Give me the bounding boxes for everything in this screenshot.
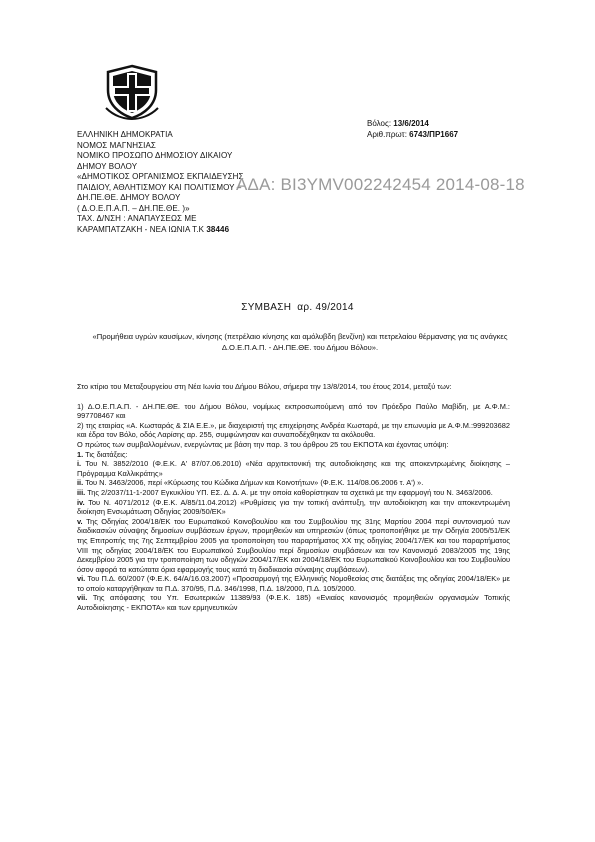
- issuer-line: ΠΑΙΔΙΟΥ, ΑΘΛΗΤΙΣΜΟΥ ΚΑΙ ΠΟΛΙΤΙΣΜΟΥ –: [77, 182, 242, 192]
- provision-text: Του Π.Δ. 60/2007 (Φ.Ε.Κ. 64/Α/16.03.2007) «Προσαρμογή της Ελληνικής Νομοθεσίας στις διατάξεις της οδηγίας 2004/18/ΕΚ» με το οποίο καταργήθηκαν τα Π.Δ. 370/95, Π.Δ. 346/1998, Π.Δ. 18/2000, Π.Δ. 105/2000.: [77, 574, 510, 593]
- issuer-line: ΝΟΜΟΣ ΜΑΓΝΗΣΙΑΣ: [77, 140, 156, 150]
- provision-number: i.: [77, 459, 82, 469]
- provision-text: Της Οδηγίας 2004/18/ΕΚ του Ευρωπαϊκού Κοινοβουλίου και του Συμβουλίου της 31ης Μαρτίου 2004 περί συντονισμού των διαδικασιών σύναψης δημοσίων συμβάσεων έργων, προμηθειών και υπηρεσιών (όπως τροποποιήθηκε με την Οδηγία 2005/51/ΕΚ της Επιτροπής της 7ης Σεπτεμβρίου 2005 για τροποποίηση του παραρτήματος ΧΧ της οδηγίας 2004/17/ΕΚ και του παραρτήματος VIII της οδηγίας 2004/18/ΕΚ του Ευρωπαϊκού Συμβουλίου περί δημοσίων συμβάσεων και τον Κανονισμό 2083/2005 της 19ης Δεκεμβρίου 2005 για την τροποποίηση των οδηγιών 2004/17/ΕΚ και 2004/18/ΕΚ του Ευρωπαϊκού Κοινοβουλίου και του Συμβουλίου όσον αφορά τα κατώτατα όρια εφαρμογής τους κατά τη διαδικασία σύναψης συμβάσεων).: [77, 516, 510, 574]
- agreement-paragraph: Ο πρώτος των συμβαλλομένων, ενεργώντας με βάση την παρ. 3 του άρθρου 25 του ΕΚΠΟΤΑ και έχοντας υπόψη:: [77, 439, 449, 449]
- provision-item: [77, 459, 510, 478]
- greek-coat-of-arms-icon: [104, 64, 160, 120]
- ada-stamp: ΑΔΑ: ΒΙ3ΥΜV002242454 2014-08-18: [236, 175, 525, 194]
- party-one: 1) Δ.Ο.Ε.Π.Α.Π. - ΔΗ.ΠΕ.ΘΕ. του Δήμου Βόλου, νομίμως εκπροσωπούμενη από τον Πρόεδρο Παύλο Μαβίδη, με Α.Φ.Μ.: 997708467 και: [77, 401, 510, 421]
- provision-text: Του Ν. 4071/2012 (Φ.Ε.Κ. Α/85/11.04.2012) «Ρυθμίσεις για την τοπική ανάπτυξη, την αυτοδιοίκηση και την αποκεντρωμένη διοίκηση Ενσωμάτωση Οδηγίας 2009/50/ΕΚ»: [77, 497, 510, 517]
- provision-number: vii.: [77, 593, 88, 603]
- provision-number: v.: [77, 516, 83, 526]
- protocol-label: Αριθ.πρωτ:: [367, 130, 407, 139]
- provision-text: Του Ν. 3852/2010 (Φ.Ε.Κ. Α' 87/07.06.2010) «Νέα αρχιτεκτονική της αυτοδιοίκησης και της αποκεντρωμένης διοίκησης – Πρόγραμμα Καλλικράτης»: [77, 459, 510, 478]
- issuer-line: ΔΗΜΟΥ ΒΟΛΟΥ: [77, 161, 138, 171]
- date-label: Βόλος:: [367, 119, 392, 128]
- provision-number: iv.: [77, 497, 85, 507]
- provision-text: Της απόφασης του Υπ. Εσωτερικών 11389/93 (Φ.Ε.Κ. 185) «Ενιαίος κανονισμός προμηθειών οργανισμών Τοπικής Αυτοδιοίκησης - ΕΚΠΟΤΑ» και των ερμηνευτικών: [77, 593, 510, 613]
- provision-text: Της 2/2037/11-1-2007 Εγκυκλίου ΥΠ. ΕΣ. Δ. Δ. Α. με την οποία καθορίστηκαν τα σχετικά με την εφαρμογή του Ν. 3463/2006.: [87, 487, 493, 497]
- provision-item: [77, 593, 510, 612]
- contract-body: [77, 382, 510, 613]
- provisions-heading-text: Τις διατάξεις:: [85, 449, 128, 459]
- contract-title-word: ΣΥΜΒΑΣΗ: [241, 302, 292, 313]
- provision-item: [77, 498, 510, 517]
- provision-item: [77, 517, 510, 575]
- provision-text: Του Ν. 3463/2006, περί «Κύρωσης του Κώδικα Δήμων και Κοινοτήτων» (Φ.Ε.Κ. 114/08.06.2006 τ. Α') ».: [85, 478, 424, 488]
- provisions-heading-number: 1.: [77, 449, 84, 459]
- issuer-line: ΕΛΛΗΝΙΚΗ ΔΗΜΟΚΡΑΤΙΑ: [77, 130, 173, 139]
- contract-subject: «Προμήθεια υγρών καυσίμων, κίνησης (πετρέλαιο κίνησης και αμόλυβδη βενζίνη) και πετρελαίου θέρμανσης για τις ανάγκες Δ.Ο.Ε.Π.Α.Π. - ΔΗ.ΠΕ.ΘΕ. του Δήμου Βόλου».: [92, 332, 508, 352]
- issuer-line: ΤΑΧ. Δ/ΝΣΗ : ΑΝΑΠΑΥΣΕΩΣ ΜΕ: [77, 214, 197, 223]
- issuer-line: ( Δ.Ο.Ε.Π.Α.Π. – ΔΗ.ΠΕ.ΘΕ. )»: [77, 203, 190, 213]
- provision-item: [77, 488, 510, 498]
- contract-title: [0, 302, 595, 313]
- issuer-line: ΔΗ.ΠΕ.ΘΕ. ΔΗΜΟΥ ΒΟΛΟΥ: [77, 193, 181, 202]
- date-line: [367, 118, 458, 129]
- provision-item: [77, 574, 510, 593]
- protocol-line: [367, 129, 458, 140]
- issuer-line: «ΔΗΜΟΤΙΚΟΣ ΟΡΓΑΝΙΣΜΟΣ ΕΚΠΑΙΔΕΥΣΗΣ: [77, 172, 244, 181]
- provision-number: ii.: [77, 478, 84, 488]
- provision-number: vi.: [77, 574, 86, 584]
- protocol-value: 6743/ΠΡ1667: [409, 130, 459, 139]
- party-two: 2) της εταιρίας «Α. Κωσταράς & ΣΙΑ Ε.Ε.», με διαχειριστή της επιχείρησης Ανδρέα Κωσταρά, με την επωνυμία με Α.Φ.Μ.:999203682 και έδρα τον Βόλο, οδός Λαρίσης αρ. 255, συμφώνησαν και συναποδέχθηκαν τα ακόλουθα.: [77, 420, 510, 440]
- issuer-block: [77, 130, 244, 235]
- provisions-heading: [77, 450, 510, 460]
- provision-item: [77, 478, 510, 488]
- contract-number: αρ. 49/2014: [297, 302, 354, 313]
- postal-code: 38446: [206, 224, 230, 234]
- issuer-line: ΝΟΜΙΚΟ ΠΡΟΣΩΠΟ ΔΗΜΟΣΙΟΥ ΔΙΚΑΙΟΥ: [77, 151, 233, 160]
- date-value: 13/6/2014: [393, 119, 429, 128]
- issuer-address-line: [77, 225, 244, 236]
- intro-paragraph: Στο κτίριο του Μεταξουργείου στη Νέα Ιωνία του Δήμου Βόλου, σήμερα την 13/8/2014, του έτους 2014, μεταξύ των:: [77, 382, 452, 391]
- provision-number: iii.: [77, 487, 86, 497]
- issuer-address: ΚΑΡΑΜΠΑΤΖΑΚΗ - ΝΕΑ ΙΩΝΙΑ Τ.Κ: [77, 224, 205, 234]
- document-meta: [367, 118, 458, 140]
